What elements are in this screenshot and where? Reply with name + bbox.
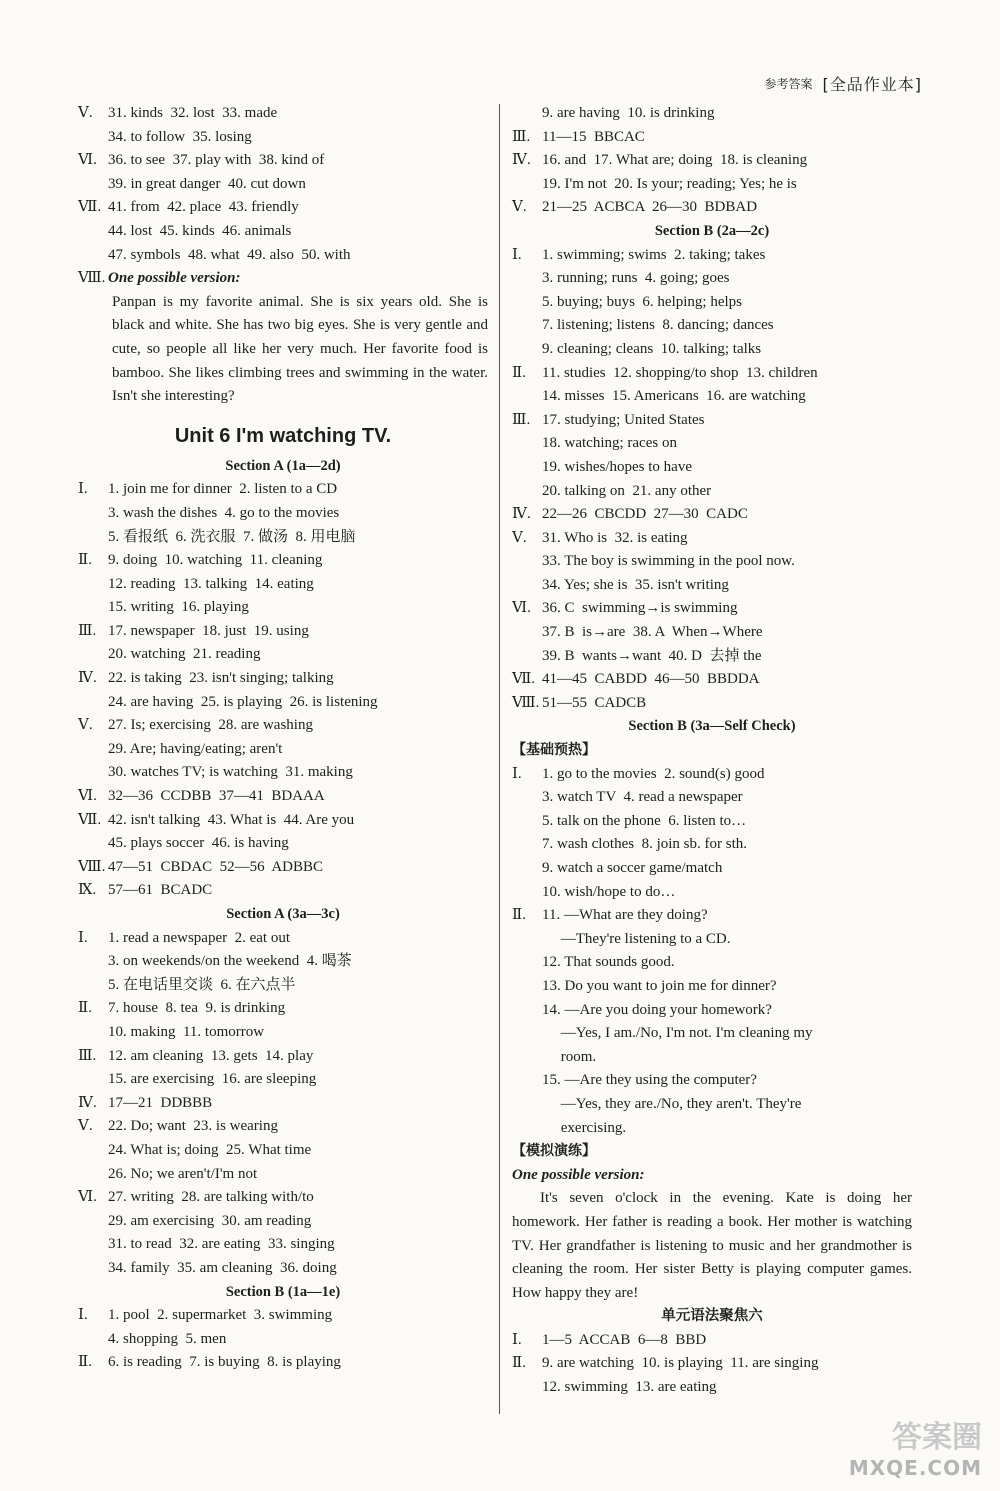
section-a-1-list bbox=[78, 478, 488, 903]
answer-line bbox=[512, 338, 912, 362]
answer-text: 12. reading 13. talking 14. eating bbox=[108, 575, 314, 592]
answer-line bbox=[78, 244, 488, 268]
answer-text: 24. What is; doing 25. What time bbox=[108, 1141, 312, 1158]
answer-line bbox=[78, 974, 488, 998]
answer-line bbox=[78, 1163, 488, 1187]
answer-line bbox=[78, 173, 488, 197]
answer-text: 5. talk on the phone 6. listen to… bbox=[542, 812, 747, 829]
answer-line bbox=[512, 1352, 912, 1376]
answer-line bbox=[512, 904, 912, 928]
answer-number: Ⅴ. bbox=[78, 1118, 93, 1135]
column-divider bbox=[499, 104, 500, 1414]
answer-number: Ⅲ. bbox=[512, 128, 531, 145]
answer-line bbox=[512, 173, 912, 197]
answer-text: 7. listening; listens 8. dancing; dances bbox=[542, 317, 774, 334]
answer-line bbox=[512, 951, 912, 975]
answer-text: 26. No; we aren't/I'm not bbox=[108, 1165, 258, 1182]
grammar-title: 单元语法聚焦六 bbox=[661, 1308, 763, 1325]
answer-number: Ⅱ. bbox=[512, 907, 526, 924]
answer-text: 17. newspaper 18. just 19. using bbox=[108, 622, 309, 639]
answer-text: 18. watching; races on bbox=[542, 435, 677, 452]
answer-text: 3. on weekends/on the weekend 4. 喝茶 bbox=[108, 953, 352, 970]
answer-line bbox=[78, 573, 488, 597]
section-title: Section A (3a—3c) bbox=[226, 906, 340, 922]
answer-line bbox=[78, 1304, 488, 1328]
answer-line bbox=[78, 1115, 488, 1139]
answer-number: Ⅲ. bbox=[78, 1047, 97, 1064]
answer-text: 34. Yes; she is 35. isn't writing bbox=[542, 576, 729, 593]
answer-text: 12. am cleaning 13. gets 14. play bbox=[108, 1047, 314, 1064]
essay-panpan: Panpan is my favorite animal. She is six years old. She is black and white. She has two big eyes. She is very gentle and cute, so people all like her very much. Her favorite food is bamboo. She likes climbing trees and swimming in the water. Isn't she interesting? bbox=[112, 293, 488, 405]
answer-number: Ⅶ. bbox=[78, 811, 102, 828]
answer-text: 1. pool 2. supermarket 3. swimming bbox=[108, 1307, 333, 1324]
answer-text: 22. Do; want 23. is wearing bbox=[108, 1118, 278, 1135]
answer-line bbox=[78, 1045, 488, 1069]
answer-text: 42. isn't talking 43. What is 44. Are you bbox=[108, 811, 355, 828]
answer-text: 11. studies 12. shopping/to shop 13. children bbox=[542, 364, 818, 381]
answer-line bbox=[512, 881, 912, 905]
section-title: Section B (1a—1e) bbox=[225, 1283, 341, 1300]
answer-number: Ⅵ. bbox=[78, 1189, 97, 1206]
answer-line bbox=[78, 950, 488, 974]
answer-text: 31. Who is 32. is eating bbox=[542, 529, 688, 546]
left-column bbox=[78, 102, 488, 1375]
answer-line bbox=[78, 596, 488, 620]
answer-line bbox=[78, 526, 488, 550]
answer-line bbox=[512, 480, 912, 504]
answer-number: Ⅴ. bbox=[512, 529, 527, 546]
answer-line bbox=[78, 1328, 488, 1352]
answer-line bbox=[78, 738, 488, 762]
answer-text: 12. swimming 13. are eating bbox=[542, 1379, 717, 1396]
answer-line bbox=[512, 527, 912, 551]
answer-line bbox=[512, 857, 912, 881]
answer-line bbox=[78, 761, 488, 785]
answer-line bbox=[512, 385, 912, 409]
answer-text: 12. That sounds good. bbox=[542, 954, 675, 971]
answer-line bbox=[78, 1139, 488, 1163]
answer-text: 1—5 ACCAB 6—8 BBD bbox=[542, 1331, 707, 1348]
answer-text: 30. watches TV; is watching 31. making bbox=[108, 764, 353, 781]
answer-line bbox=[78, 620, 488, 644]
answer-line bbox=[78, 879, 488, 903]
answer-text: 33. The boy is swimming in the pool now. bbox=[542, 553, 795, 570]
answer-text: exercising. bbox=[542, 1119, 627, 1136]
answer-text: 5. 看报纸 6. 洗衣服 7. 做汤 8. 用电脑 bbox=[108, 528, 356, 545]
answer-number: Ⅷ. bbox=[78, 270, 106, 287]
answer-number: Ⅷ. bbox=[78, 858, 106, 875]
answer-line bbox=[78, 502, 488, 526]
answer-text: 34. family 35. am cleaning 36. doing bbox=[108, 1259, 337, 1276]
answer-line bbox=[512, 244, 912, 268]
answer-line bbox=[512, 928, 912, 952]
answer-text: 5. buying; buys 6. helping; helps bbox=[542, 293, 742, 310]
answer-text: 31. kinds 32. lost 33. made bbox=[108, 105, 278, 121]
section-b-2-list bbox=[512, 244, 912, 716]
answer-line bbox=[512, 503, 912, 527]
mock-essay: It's seven o'clock in the evening. Kate is doing her homework. Her father is reading a book. Her mother is watching TV. Her grandfather is listening to music and her grandmother is cleaning the room. Her sister Betty is playing computer games. How happy they are! bbox=[512, 1190, 912, 1301]
answer-text: 51—55 CADCB bbox=[542, 694, 647, 711]
right-top-list bbox=[512, 102, 912, 220]
answer-line bbox=[512, 621, 912, 645]
answer-line bbox=[512, 786, 912, 810]
basic-warmup-list bbox=[512, 763, 912, 1141]
answer-number: Ⅴ. bbox=[512, 199, 527, 216]
answer-number: Ⅳ. bbox=[512, 152, 531, 169]
answer-number: Ⅷ. bbox=[512, 694, 540, 711]
answer-text: 57—61 BCADC bbox=[108, 882, 213, 899]
answer-number: Ⅳ. bbox=[78, 670, 97, 687]
answer-text: 37. B is→are 38. A When→Where bbox=[542, 624, 763, 641]
answer-line bbox=[78, 997, 488, 1021]
answer-text: 11—15 BBCAC bbox=[542, 128, 645, 145]
answer-text: 9. doing 10. watching 11. cleaning bbox=[108, 552, 323, 569]
answer-line bbox=[78, 1068, 488, 1092]
answer-line bbox=[78, 149, 488, 173]
answer-line bbox=[78, 785, 488, 809]
basic-warmup-label: 【基础预热】 bbox=[512, 742, 596, 759]
mock-practice-label: 【模拟演练】 bbox=[512, 1143, 596, 1160]
watermark-main: 答案圈 bbox=[892, 1420, 982, 1455]
answer-text: 16. and 17. What are; doing 18. is cleaning bbox=[542, 152, 808, 169]
answer-line bbox=[512, 574, 912, 598]
answer-text: 10. making 11. tomorrow bbox=[108, 1023, 265, 1040]
answer-line bbox=[78, 1021, 488, 1045]
answer-number: Ⅲ. bbox=[512, 411, 531, 428]
answer-line bbox=[78, 1233, 488, 1257]
answer-text: 15. —Are they using the computer? bbox=[542, 1072, 757, 1089]
answer-line bbox=[512, 975, 912, 999]
answer-line bbox=[78, 478, 488, 502]
answer-line bbox=[512, 1046, 912, 1070]
answer-line bbox=[512, 456, 912, 480]
answer-line bbox=[78, 927, 488, 951]
answer-number: Ⅲ. bbox=[78, 622, 97, 639]
answer-line bbox=[512, 102, 912, 126]
answer-text: 47. symbols 48. what 49. also 50. with bbox=[108, 246, 351, 263]
answer-line bbox=[512, 196, 912, 220]
answer-text: 7. house 8. tea 9. is drinking bbox=[108, 1000, 286, 1017]
answer-text: 34. to follow 35. losing bbox=[108, 128, 252, 145]
answer-number: Ⅱ. bbox=[78, 1000, 92, 1017]
answer-text: —Yes, I am./No, I'm not. I'm cleaning my bbox=[542, 1025, 813, 1042]
answer-text: 20. talking on 21. any other bbox=[542, 482, 712, 499]
answer-text: 9. are watching 10. is playing 11. are singing bbox=[542, 1355, 819, 1372]
answer-number: Ⅵ. bbox=[78, 788, 97, 805]
answer-line bbox=[512, 597, 912, 621]
answer-line bbox=[512, 763, 912, 787]
answer-line bbox=[512, 1093, 912, 1117]
answer-line bbox=[78, 667, 488, 691]
answer-line bbox=[512, 409, 912, 433]
answer-line bbox=[78, 1186, 488, 1210]
answer-text: 19. wishes/hopes to have bbox=[542, 458, 692, 475]
answer-number: Ⅵ. bbox=[78, 152, 97, 169]
answer-number: Ⅰ. bbox=[78, 481, 88, 498]
answer-text: 13. Do you want to join me for dinner? bbox=[542, 977, 777, 994]
right-column bbox=[512, 102, 912, 1400]
grammar-list bbox=[512, 1329, 912, 1400]
answer-number: Ⅴ. bbox=[78, 717, 93, 734]
answer-line bbox=[78, 832, 488, 856]
section-title: Section A (1a—2d) bbox=[225, 457, 341, 474]
answer-line bbox=[512, 267, 912, 291]
answer-text: 9. cleaning; cleans 10. talking; talks bbox=[542, 340, 762, 357]
unit-title: Unit 6 I'm watching TV. bbox=[174, 424, 392, 447]
answer-text: 21—25 ACBCA 26—30 BDBAD bbox=[542, 199, 758, 216]
answer-text: 32—36 CCDBB 37—41 BDAAA bbox=[108, 788, 325, 805]
answer-text: —They're listening to a CD. bbox=[542, 930, 731, 947]
page-header bbox=[764, 72, 922, 95]
answer-number: Ⅰ. bbox=[512, 1331, 522, 1348]
answer-line bbox=[512, 362, 912, 386]
viii-heading bbox=[78, 267, 488, 291]
answer-text: 47—51 CBDAC 52—56 ADBBC bbox=[108, 858, 324, 875]
answer-number: Ⅰ. bbox=[78, 929, 88, 946]
answer-text: 17. studying; United States bbox=[542, 411, 705, 428]
left-top-list bbox=[78, 102, 488, 267]
answer-text: 39. B wants→want 40. D 去掉 the bbox=[542, 647, 762, 664]
answer-text: 6. is reading 7. is buying 8. is playing bbox=[108, 1354, 341, 1371]
answer-line bbox=[512, 692, 912, 716]
answer-text: 22. is taking 23. isn't singing; talking bbox=[108, 670, 334, 687]
section-title: Section B (3a—Self Check) bbox=[628, 718, 796, 735]
answer-text: 41—45 CABDD 46—50 BBDDA bbox=[542, 671, 760, 688]
answer-text: 10. wish/hope to do… bbox=[542, 883, 676, 900]
section-b-1-list bbox=[78, 1304, 488, 1375]
header-brand: [全品作业本] bbox=[822, 75, 922, 94]
header-label: 参考答案 bbox=[764, 77, 813, 91]
answer-number: Ⅰ. bbox=[512, 765, 522, 782]
answer-line bbox=[78, 549, 488, 573]
answer-number: Ⅵ. bbox=[512, 600, 531, 617]
answer-number: Ⅳ. bbox=[512, 506, 531, 523]
answer-text: 20. watching 21. reading bbox=[108, 646, 261, 663]
answer-line bbox=[78, 102, 488, 126]
answer-number: Ⅰ. bbox=[512, 246, 522, 263]
answer-number: Ⅴ. bbox=[78, 105, 93, 121]
answer-line bbox=[512, 833, 912, 857]
answer-text: 39. in great danger 40. cut down bbox=[108, 175, 306, 192]
answer-line bbox=[78, 691, 488, 715]
answer-number: Ⅰ. bbox=[78, 1307, 88, 1324]
answer-text: 36. C swimming→is swimming bbox=[542, 600, 738, 617]
answer-text: 1. go to the movies 2. sound(s) good bbox=[542, 765, 765, 782]
answer-line bbox=[78, 714, 488, 738]
watermark-logo bbox=[848, 1420, 982, 1483]
answer-text: 19. I'm not 20. Is your; reading; Yes; he is bbox=[542, 175, 797, 192]
answer-text: 27. writing 28. are talking with/to bbox=[108, 1189, 314, 1206]
answer-number: Ⅱ. bbox=[78, 1354, 92, 1371]
answer-line bbox=[512, 1376, 912, 1400]
answer-number: Ⅳ. bbox=[78, 1094, 97, 1111]
answer-text: 3. wash the dishes 4. go to the movies bbox=[108, 504, 340, 521]
answer-text: 1. read a newspaper 2. eat out bbox=[108, 929, 291, 946]
answer-line bbox=[512, 668, 912, 692]
section-title: Section B (2a—2c) bbox=[654, 222, 770, 239]
answer-text: 1. swimming; swims 2. taking; takes bbox=[542, 246, 766, 263]
answer-number: Ⅱ. bbox=[78, 552, 92, 569]
answer-line bbox=[512, 1117, 912, 1141]
answer-text: 14. misses 15. Americans 16. are watching bbox=[542, 388, 806, 405]
answer-number: Ⅶ. bbox=[512, 671, 536, 688]
answer-text: 11. —What are they doing? bbox=[542, 907, 708, 924]
answer-line bbox=[78, 1257, 488, 1281]
answer-text: 5. 在电话里交谈 6. 在六点半 bbox=[108, 976, 296, 993]
answer-text: 22—26 CBCDD 27—30 CADC bbox=[542, 506, 748, 523]
answer-text: 44. lost 45. kinds 46. animals bbox=[108, 222, 292, 239]
answer-text: 9. watch a soccer game/match bbox=[542, 860, 723, 876]
answer-number: Ⅱ. bbox=[512, 1355, 526, 1372]
watermark-sub: MXQE.COM bbox=[848, 1456, 982, 1480]
answer-line bbox=[512, 432, 912, 456]
version-label: One possible version: bbox=[108, 270, 241, 287]
answer-line bbox=[78, 1351, 488, 1375]
answer-text: 29. Are; having/eating; aren't bbox=[108, 740, 283, 757]
answer-line bbox=[512, 314, 912, 338]
mock-version-label: One possible version: bbox=[512, 1166, 645, 1183]
answer-text: 17—21 DDBBB bbox=[108, 1094, 213, 1111]
answer-line bbox=[512, 999, 912, 1023]
answer-text: room. bbox=[542, 1048, 597, 1065]
answer-line bbox=[78, 220, 488, 244]
answer-line bbox=[512, 149, 912, 173]
answer-text: 3. running; runs 4. going; goes bbox=[542, 270, 730, 287]
answer-line bbox=[78, 196, 488, 220]
answer-line bbox=[512, 1329, 912, 1353]
answer-line bbox=[512, 1069, 912, 1093]
answer-text: 45. plays soccer 46. is having bbox=[108, 835, 289, 852]
answer-line bbox=[78, 643, 488, 667]
answer-text: 7. wash clothes 8. join sb. for sth. bbox=[542, 836, 747, 853]
answer-text: 29. am exercising 30. am reading bbox=[108, 1212, 312, 1229]
answer-line bbox=[512, 1022, 912, 1046]
answer-line bbox=[512, 810, 912, 834]
answer-line bbox=[512, 645, 912, 669]
section-a-2-list bbox=[78, 927, 488, 1281]
answer-line bbox=[78, 809, 488, 833]
answer-text: —Yes, they are./No, they aren't. They're bbox=[542, 1095, 802, 1112]
answer-text: 4. shopping 5. men bbox=[108, 1330, 227, 1347]
answer-text: 15. writing 16. playing bbox=[108, 599, 249, 616]
answer-text: 24. are having 25. is playing 26. is listening bbox=[108, 693, 378, 710]
answer-text: 36. to see 37. play with 38. kind of bbox=[108, 152, 325, 169]
answer-line bbox=[512, 550, 912, 574]
answer-text: 27. Is; exercising 28. are washing bbox=[108, 717, 313, 734]
answer-line bbox=[78, 126, 488, 150]
answer-text: 41. from 42. place 43. friendly bbox=[108, 199, 299, 216]
answer-number: Ⅸ. bbox=[78, 882, 97, 899]
answer-text: 3. watch TV 4. read a newspaper bbox=[542, 789, 743, 806]
answer-line bbox=[78, 1210, 488, 1234]
answer-text: 9. are having 10. is drinking bbox=[542, 105, 715, 121]
answer-line bbox=[78, 856, 488, 880]
answer-line bbox=[78, 1092, 488, 1116]
answer-text: 14. —Are you doing your homework? bbox=[542, 1001, 772, 1018]
answer-text: 1. join me for dinner 2. listen to a CD bbox=[108, 481, 338, 498]
answer-text: 31. to read 32. are eating 33. singing bbox=[108, 1236, 335, 1253]
answer-line bbox=[512, 126, 912, 150]
answer-line bbox=[512, 291, 912, 315]
answer-number: Ⅱ. bbox=[512, 364, 526, 381]
answer-text: 15. are exercising 16. are sleeping bbox=[108, 1071, 317, 1088]
answer-number: Ⅶ. bbox=[78, 199, 102, 216]
